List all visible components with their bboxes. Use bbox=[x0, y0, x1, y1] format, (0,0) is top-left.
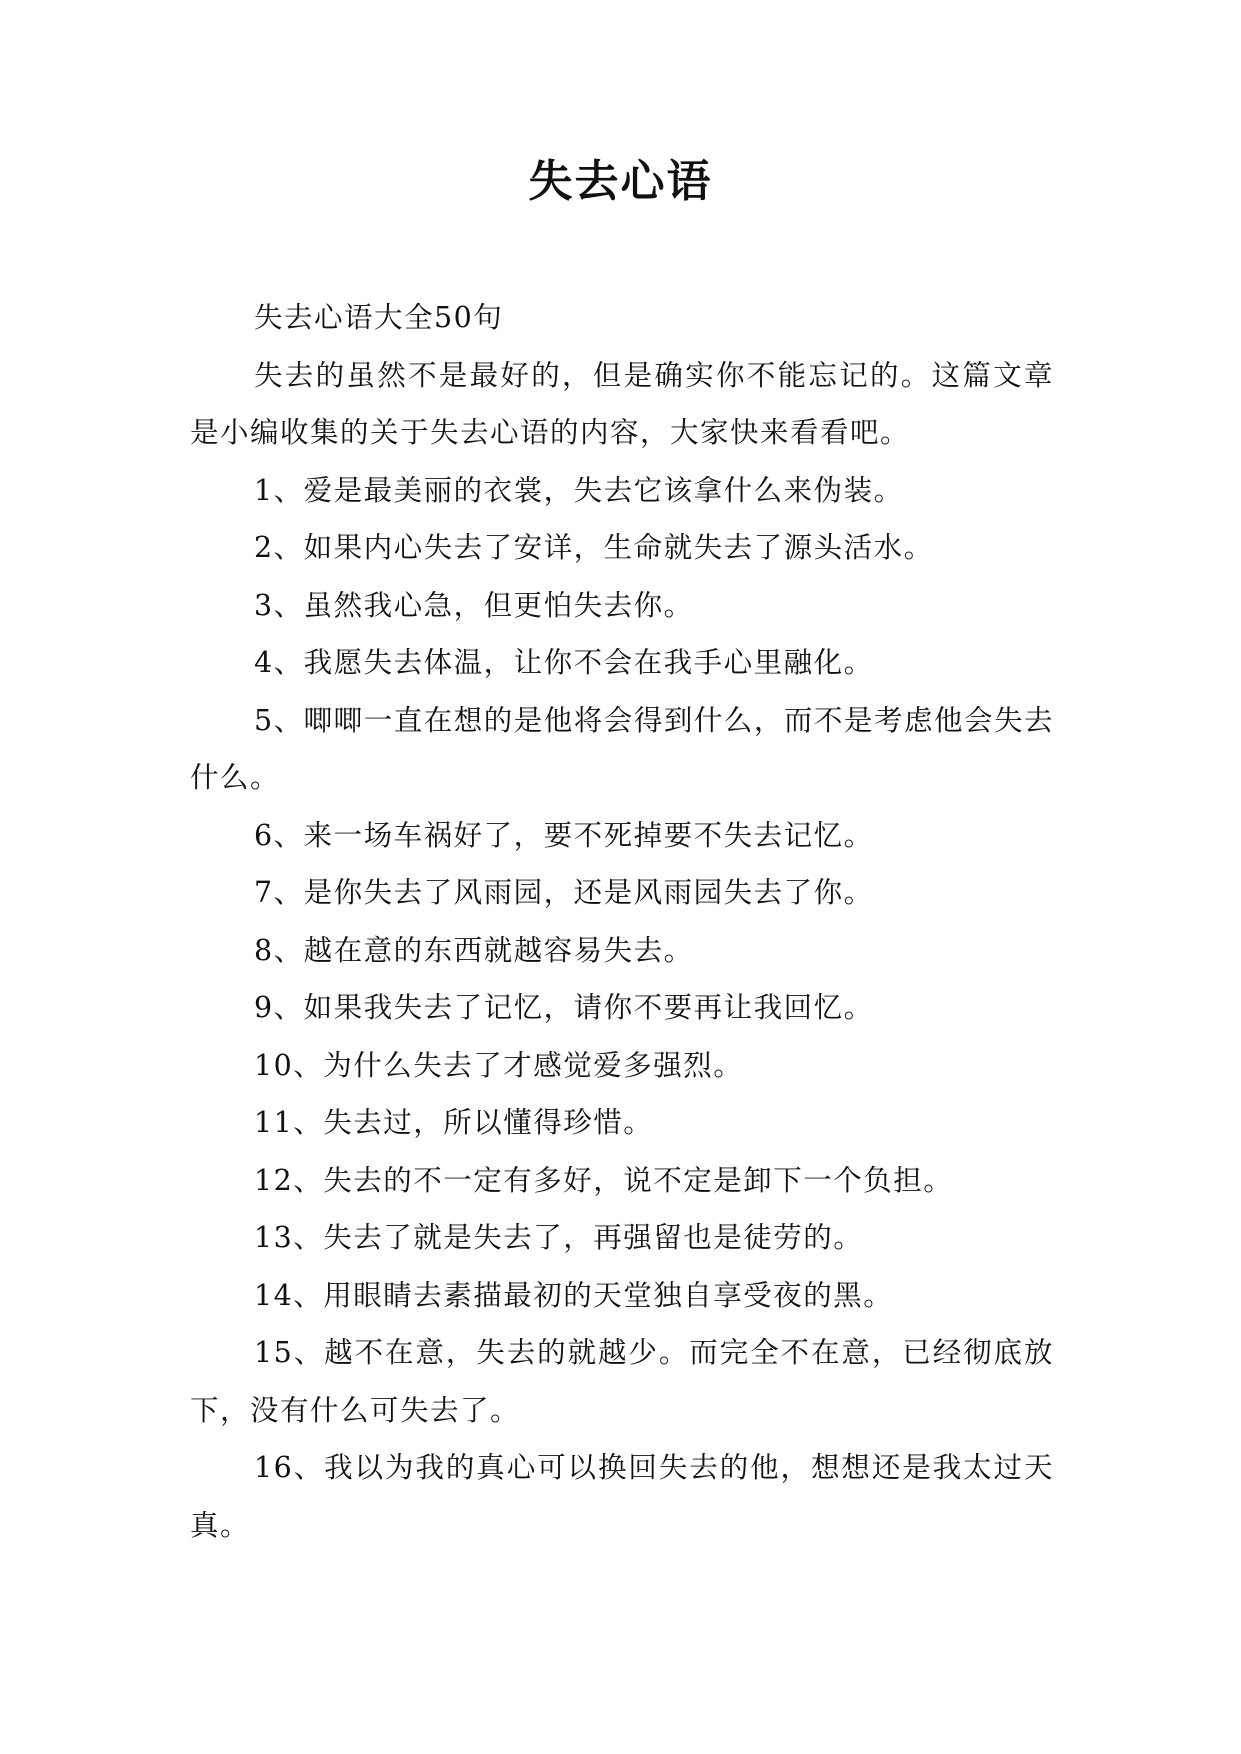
quote-item: 11、失去过，所以懂得珍惜。 bbox=[254, 1106, 654, 1139]
quote-item: 8、越在意的东西就越容易失去。 bbox=[254, 933, 694, 967]
quote-item: 13、失去了就是失去了，再强留也是徒劳的。 bbox=[254, 1221, 864, 1254]
quote-item: 6、来一场车祸好了，要不死掉要不失去记忆。 bbox=[254, 818, 874, 852]
intro-paragraph: 失去的虽然不是最好的，但是确实你不能忘记的。这篇文章是小编收集的关于失去心语的内容，大家快来看看吧。 bbox=[190, 358, 1054, 449]
document-body bbox=[190, 289, 1054, 1554]
quote-item: 12、失去的不一定有多好，说不定是卸下一个负担。 bbox=[254, 1163, 954, 1197]
quote-item: 3、虽然我心急，但更怕失去你。 bbox=[254, 588, 694, 622]
quote-item: 14、用眼睛去素描最初的天堂独自享受夜的黑。 bbox=[254, 1278, 894, 1312]
quote-item: 9、如果我失去了记忆，请你不要再让我回忆。 bbox=[254, 991, 874, 1024]
quote-item: 10、为什么失去了才感觉爱多强烈。 bbox=[254, 1048, 744, 1082]
quote-item: 16、我以为我的真心可以换回失去的他，想想还是我太过天真。 bbox=[190, 1451, 1054, 1542]
quote-item: 4、我愿失去体温，让你不会在我手心里融化。 bbox=[254, 646, 874, 679]
quote-item: 7、是你失去了风雨园，还是风雨园失去了你。 bbox=[254, 876, 874, 909]
quote-item: 2、如果内心失去了安详，生命就失去了源头活水。 bbox=[254, 531, 934, 564]
document-subtitle: 失去心语大全50句 bbox=[254, 301, 504, 334]
document-title: 失去心语 bbox=[528, 156, 713, 207]
quote-item: 5、唧唧一直在想的是他将会得到什么，而不是考虑他会失去什么。 bbox=[190, 703, 1054, 794]
quote-item: 1、爱是最美丽的衣裳，失去它该拿什么来伪装。 bbox=[254, 473, 904, 507]
quote-item: 15、越不在意，失去的就越少。而完全不在意，已经彻底放下，没有什么可失去了。 bbox=[190, 1336, 1054, 1427]
